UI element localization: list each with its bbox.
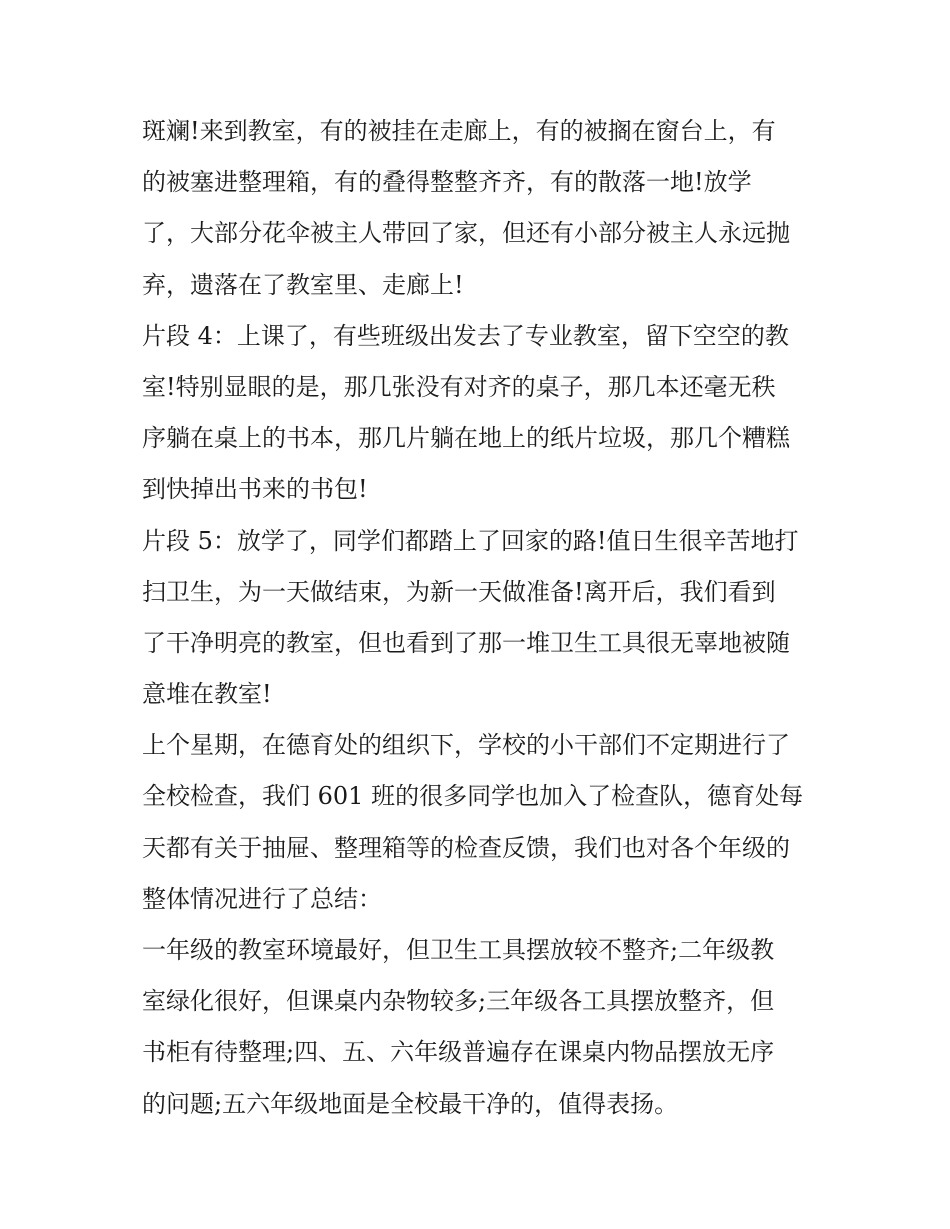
text-line: 意堆在教室! xyxy=(142,680,272,709)
text-line: 的问题;五六年级地面是全校最干净的，值得表扬。 xyxy=(142,1089,679,1118)
text-line: 上个星期，在德育处的组织下，学校的小干部们不定期进行了 xyxy=(142,731,790,760)
text-line: 序躺在桌上的书本，那几片躺在地上的纸片垃圾，那几个糟糕 xyxy=(142,424,790,453)
text-line: 弃，遗落在了教室里、走廊上! xyxy=(142,270,464,299)
text-line: 了，大部分花伞被主人带回了家，但还有小部分被主人永远抛 xyxy=(142,219,790,248)
text-line: 天都有关于抽屉、整理箱等的检查反馈，我们也对各个年级的 xyxy=(142,833,790,862)
text-line: 了干净明亮的教室，但也看到了那一堆卫生工具很无辜地被随 xyxy=(142,628,790,657)
text-line: 整体情况进行了总结： xyxy=(142,884,382,913)
text-line: 片段 5：放学了，同学们都踏上了回家的路!值日生很辛苦地打 xyxy=(142,526,799,555)
text-line: 扫卫生，为一天做结束，为新一天做准备!离开后，我们看到 xyxy=(142,577,776,606)
text-line: 室!特别显眼的是，那几张没有对齐的桌子，那几本还毫无秩 xyxy=(142,372,776,401)
text-line: 一年级的教室环境最好，但卫生工具摆放较不整齐;二年级教 xyxy=(142,936,775,964)
body-text xyxy=(142,106,814,1130)
text-line: 全校检查，我们 601 班的很多同学也加入了检查队，德育处每 xyxy=(142,782,804,811)
text-line: 到快掉出书来的书包! xyxy=(142,475,368,504)
text-line: 室绿化很好，但课桌内杂物较多;三年级各工具摆放整齐，但 xyxy=(142,987,775,1016)
text-line: 书柜有待整理;四、五、六年级普遍存在课桌内物品摆放无序 xyxy=(142,1038,775,1067)
text-line: 斑斓!来到教室，有的被挂在走廊上，有的被搁在窗台上，有 xyxy=(142,117,776,145)
text-line: 片段 4：上课了，有些班级出发去了专业教室，留下空空的教 xyxy=(142,321,789,350)
text-line: 的被塞进整理箱，有的叠得整整齐齐，有的散落一地!放学 xyxy=(142,168,752,197)
